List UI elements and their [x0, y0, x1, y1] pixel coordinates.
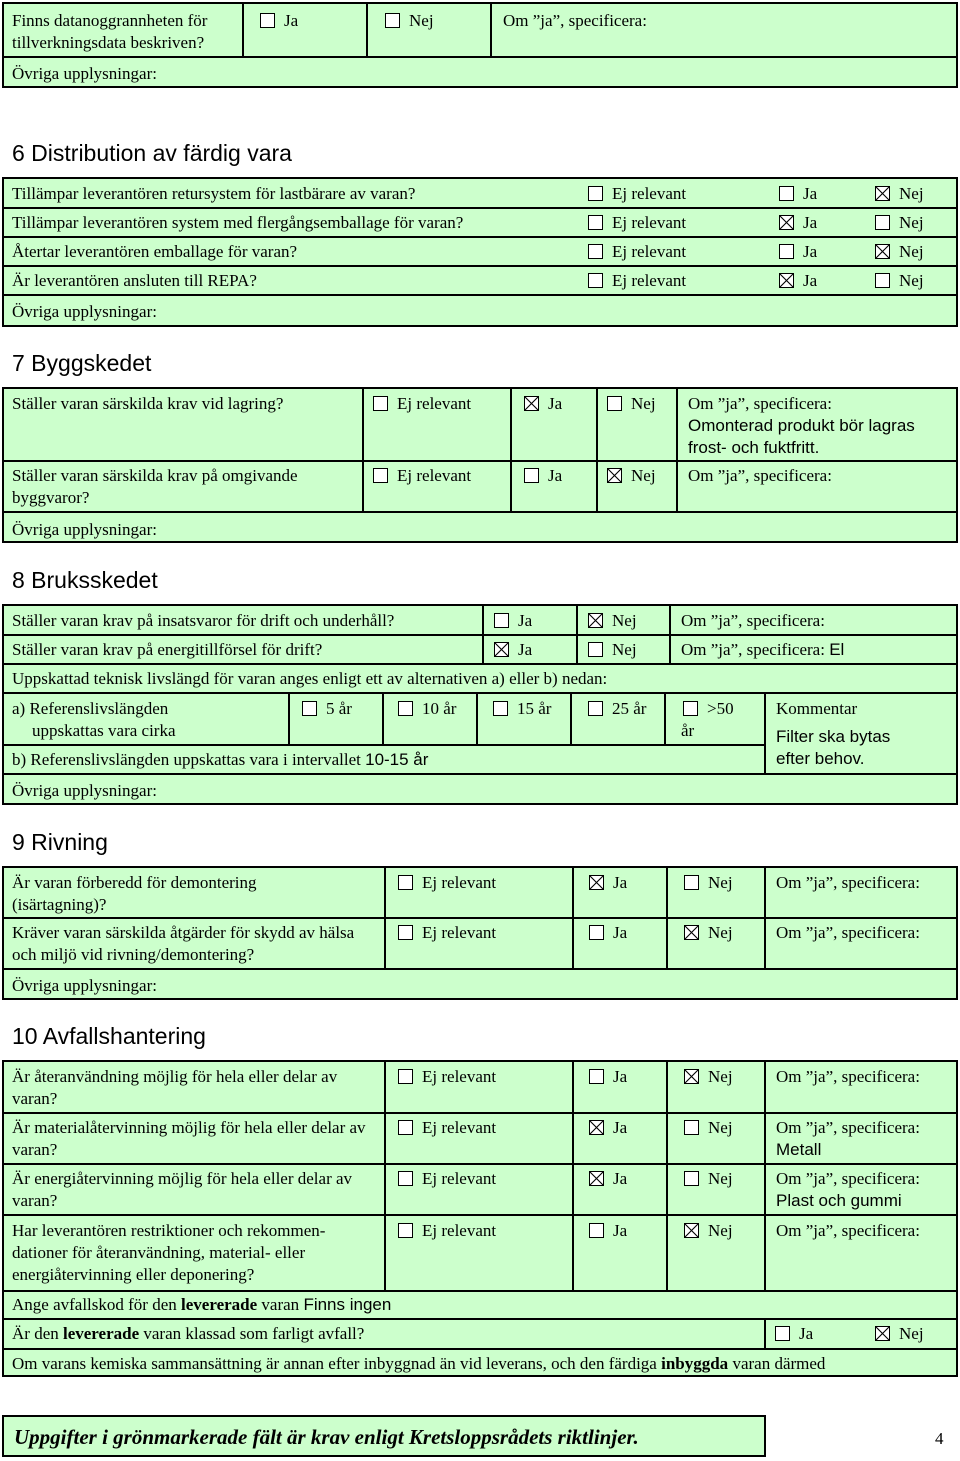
ovriga-label: Övriga upplysningar: [12, 781, 157, 800]
question-text: Ställer varan särskilda krav på omgivande byggvaror? [12, 466, 298, 507]
avfallskod-bold: levererade [181, 1295, 258, 1314]
divider [4, 917, 956, 919]
option-a-label: a) Referenslivslängden [12, 699, 169, 718]
ja-checkbox[interactable] [775, 1326, 790, 1341]
option-b-label [12, 749, 428, 771]
ej-relevant-checkbox[interactable] [398, 1069, 413, 1084]
nej-label: Nej [899, 184, 924, 203]
question-text: tillverkningsdata beskriven? [12, 33, 205, 52]
checkbox-x-icon [608, 469, 621, 482]
nej-label: Nej [612, 640, 637, 659]
ja-label: Ja [284, 11, 299, 30]
ja-checkbox[interactable] [589, 1069, 604, 1084]
checkbox-x-icon [590, 1121, 603, 1134]
nej-checkbox[interactable] [684, 1120, 699, 1135]
divider [4, 1214, 956, 1216]
question-text: Är energiåtervinning möjlig för hela eller delar av varan? [12, 1169, 353, 1210]
divider [4, 663, 956, 665]
specify-label: Om ”ja”, specificera: [503, 11, 647, 30]
ja-checkbox[interactable] [494, 613, 509, 628]
ja-checkbox[interactable] [779, 273, 794, 288]
divider [4, 1112, 956, 1114]
ja-checkbox[interactable] [779, 186, 794, 201]
checkbox-x-icon [780, 216, 793, 229]
nej-checkbox[interactable] [875, 244, 890, 259]
divider [4, 294, 956, 296]
specify-label: Om ”ja”, specificera: [776, 1221, 920, 1240]
ja-label: Ja [803, 184, 818, 203]
lifespan-50-label: år [681, 721, 695, 740]
lifespan-25-label: 25 år [612, 699, 647, 718]
ja-label: Ja [548, 394, 563, 413]
farligt-bold: levererade [62, 1324, 140, 1343]
ja-checkbox[interactable] [494, 642, 509, 657]
checkbox-x-icon [876, 187, 889, 200]
nej-label: Nej [708, 923, 733, 942]
checkbox-x-icon [495, 643, 508, 656]
divider [4, 265, 956, 267]
ej-relevant-label: Ej relevant [422, 1221, 497, 1240]
question-text: Ställer varan krav på energitillförsel för drift? [12, 640, 323, 659]
farligt-avfall-row [12, 1323, 364, 1345]
farligt-text: varan klassad som farligt avfall? [139, 1324, 365, 1343]
ja-label: Ja [799, 1324, 814, 1343]
question-text: Tillämpar leverantören retursystem för lastbärare av varan? [12, 184, 416, 203]
checkbox-x-icon [685, 926, 698, 939]
ej-relevant-checkbox[interactable] [373, 468, 388, 483]
section-heading: 10 Avfallshantering [12, 1023, 206, 1049]
lifespan-50-label: >50 [707, 699, 734, 718]
specify-answer[interactable]: Metall [776, 1140, 822, 1159]
nej-label: Nej [708, 1221, 733, 1240]
question-text: Finns datanoggrannheten för [12, 11, 208, 30]
nej-checkbox[interactable] [875, 186, 890, 201]
section-heading: 9 Rivning [12, 829, 108, 855]
question-text: Är varan förberedd för demontering (isärtagning)? [12, 873, 257, 914]
section-heading: 7 Byggskedet [12, 350, 152, 376]
nej-label: Nej [899, 242, 924, 261]
checkbox-x-icon [876, 245, 889, 258]
ja-checkbox[interactable] [589, 925, 604, 940]
question-text: Tillämpar leverantören system med flergångsemballage för varan? [12, 213, 464, 232]
specify-label: Om ”ja”, specificera: [776, 1067, 920, 1086]
checkbox-x-icon [876, 1327, 889, 1340]
lifespan-10-checkbox[interactable] [398, 701, 413, 716]
lifespan-10-label: 10 år [422, 699, 457, 718]
nej-checkbox[interactable] [588, 642, 603, 657]
question-text: Kräver varan särskilda åtgärder för skydd av hälsa och miljö vid rivning/demontering? [12, 923, 355, 964]
avfallskod-row [12, 1294, 391, 1316]
ja-label: Ja [548, 466, 563, 485]
section-heading: 8 Bruksskedet [12, 567, 158, 593]
ja-label: Ja [613, 1118, 628, 1137]
kemisk-text: varan därmed [728, 1354, 826, 1373]
ja-label: Ja [613, 873, 628, 892]
specify-label: Om ”ja”, specificera: [688, 394, 832, 413]
specify-label [681, 639, 844, 661]
question-text: Är leverantören ansluten till REPA? [12, 271, 257, 290]
ja-checkbox[interactable] [589, 875, 604, 890]
divider [4, 460, 956, 462]
ej-relevant-label: Ej relevant [397, 466, 472, 485]
ja-checkbox[interactable] [589, 1120, 604, 1135]
option-a-label: uppskattas vara cirka [32, 721, 176, 740]
divider [4, 1348, 956, 1350]
ja-checkbox[interactable] [260, 13, 275, 28]
ej-relevant-checkbox[interactable] [398, 925, 413, 940]
ja-checkbox[interactable] [779, 244, 794, 259]
specify-answer[interactable]: Omonterad produkt bör lagras frost- och fuktfritt. [688, 416, 915, 457]
nej-label: Nej [631, 466, 656, 485]
ovriga-label: Övriga upplysningar: [12, 520, 157, 539]
nej-checkbox[interactable] [588, 613, 603, 628]
nej-checkbox[interactable] [684, 875, 699, 890]
avfallskod-text: Ange avfallskod för den [12, 1295, 182, 1314]
specify-answer[interactable]: El [829, 640, 845, 659]
ej-relevant-checkbox[interactable] [588, 186, 603, 201]
ja-label: Ja [613, 1067, 628, 1086]
nej-checkbox[interactable] [607, 396, 622, 411]
ej-relevant-checkbox[interactable] [398, 1120, 413, 1135]
ja-label: Ja [518, 611, 533, 630]
specify-label: Om ”ja”, specificera: [776, 873, 920, 892]
nej-checkbox[interactable] [684, 1069, 699, 1084]
lifespan-25-checkbox[interactable] [588, 701, 603, 716]
ej-relevant-label: Ej relevant [422, 1067, 497, 1086]
avfallskod-text: varan [257, 1295, 304, 1314]
question-text: Är återanvändning möjlig för hela eller delar av varan? [12, 1067, 338, 1108]
nej-checkbox[interactable] [684, 1171, 699, 1186]
ej-relevant-checkbox[interactable] [398, 1223, 413, 1238]
option-b-text: b) Referenslivslängden uppskattas vara i intervallet [12, 750, 366, 769]
nej-label: Nej [708, 1067, 733, 1086]
ja-label: Ja [613, 923, 628, 942]
kommentar-text[interactable]: Filter ska bytas efter behov. [776, 727, 891, 768]
ej-relevant-label: Ej relevant [422, 1169, 497, 1188]
nej-checkbox[interactable] [385, 13, 400, 28]
ej-relevant-checkbox[interactable] [373, 396, 388, 411]
ovriga-label: Övriga upplysningar: [12, 976, 157, 995]
nej-label: Nej [899, 271, 924, 290]
ej-relevant-label: Ej relevant [612, 213, 687, 232]
section-heading: 6 Distribution av färdig vara [12, 140, 292, 166]
lifespan-50-checkbox[interactable] [683, 701, 698, 716]
nej-checkbox[interactable] [684, 925, 699, 940]
ja-label: Ja [613, 1221, 628, 1240]
nej-label: Nej [899, 213, 924, 232]
nej-label: Nej [612, 611, 637, 630]
ja-label: Ja [803, 271, 818, 290]
ja-checkbox[interactable] [589, 1223, 604, 1238]
divider [4, 744, 766, 746]
ja-checkbox[interactable] [589, 1171, 604, 1186]
ej-relevant-label: Ej relevant [422, 923, 497, 942]
specify-label: Om ”ja”, specificera: [776, 1118, 920, 1137]
ej-relevant-label: Ej relevant [397, 394, 472, 413]
nej-label: Nej [708, 873, 733, 892]
nej-checkbox[interactable] [875, 1326, 890, 1341]
checkbox-x-icon [525, 397, 538, 410]
checkbox-x-icon [590, 876, 603, 889]
farligt-text: Är den [12, 1324, 63, 1343]
question-text: Har leverantören restriktioner och rekommen-dationer för återanvändning, material- eller energiåtervinning eller deponering? [12, 1221, 326, 1284]
question-text: Är materialåtervinning möjlig för hela eller delar av varan? [12, 1118, 366, 1159]
specify-label: Om ”ja”, specificera: [776, 923, 920, 942]
ej-relevant-checkbox[interactable] [588, 273, 603, 288]
nej-label: Nej [708, 1169, 733, 1188]
divider [4, 634, 956, 636]
divider [4, 56, 956, 58]
ja-label: Ja [803, 213, 818, 232]
page-number: 4 [935, 1429, 944, 1448]
specify-label-text: Om ”ja”, specificera: [681, 640, 825, 659]
nej-checkbox[interactable] [607, 468, 622, 483]
divider [4, 236, 956, 238]
checkbox-x-icon [685, 1070, 698, 1083]
option-b-value[interactable]: 10-15 år [365, 750, 429, 769]
specify-label: Om ”ja”, specificera: [688, 466, 832, 485]
nej-checkbox[interactable] [875, 215, 890, 230]
nej-label: Nej [899, 1324, 924, 1343]
specify-label: Om ”ja”, specificera: [776, 1169, 920, 1188]
ej-relevant-label: Ej relevant [422, 873, 497, 892]
specify-label: Om ”ja”, specificera: [681, 611, 825, 630]
kemisk-bold: inbyggda [661, 1354, 729, 1373]
ovriga-label: Övriga upplysningar: [12, 64, 157, 83]
ej-relevant-label: Ej relevant [612, 242, 687, 261]
kemisk-row [12, 1353, 825, 1375]
ja-checkbox[interactable] [779, 215, 794, 230]
question-text: Ställer varan särskilda krav vid lagring? [12, 394, 284, 413]
divider [4, 511, 956, 513]
divider [4, 207, 956, 209]
lifespan-5-checkbox[interactable] [302, 701, 317, 716]
lifespan-intro: Uppskattad teknisk livslängd för varan anges enligt ett av alternativen a) eller b) nedan: [12, 669, 608, 688]
question-text: Återtar leverantören emballage för varan? [12, 242, 298, 261]
ej-relevant-checkbox[interactable] [398, 875, 413, 890]
kommentar-label: Kommentar [776, 699, 858, 718]
lifespan-15-checkbox[interactable] [493, 701, 508, 716]
nej-label: Nej [631, 394, 656, 413]
checkbox-x-icon [685, 1224, 698, 1237]
nej-checkbox[interactable] [684, 1223, 699, 1238]
ja-label: Ja [613, 1169, 628, 1188]
ja-label: Ja [518, 640, 533, 659]
ja-label: Ja [803, 242, 818, 261]
lifespan-15-label: 15 år [517, 699, 552, 718]
checkbox-x-icon [780, 274, 793, 287]
specify-answer[interactable]: Plast och gummi [776, 1191, 902, 1210]
question-text: Ställer varan krav på insatsvaror för drift och underhåll? [12, 611, 395, 630]
divider [4, 773, 956, 775]
ej-relevant-label: Ej relevant [422, 1118, 497, 1137]
ej-relevant-label: Ej relevant [612, 184, 687, 203]
ej-relevant-label: Ej relevant [612, 271, 687, 290]
checkbox-x-icon [590, 1172, 603, 1185]
footer-note: Uppgifter i grönmarkerade fält är krav enligt Kretsloppsrådets riktlinjer. [14, 1425, 639, 1449]
checkbox-x-icon [589, 614, 602, 627]
kemisk-text: Om varans kemiska sammansättning är annan efter inbyggnad än vid leverans, och den färdiga [12, 1354, 662, 1373]
ja-checkbox[interactable] [524, 468, 539, 483]
ej-relevant-checkbox[interactable] [588, 244, 603, 259]
ej-relevant-checkbox[interactable] [588, 215, 603, 230]
divider [4, 1290, 956, 1292]
nej-label: Nej [409, 11, 434, 30]
ovriga-label: Övriga upplysningar: [12, 302, 157, 321]
nej-label: Nej [708, 1118, 733, 1137]
ej-relevant-checkbox[interactable] [398, 1171, 413, 1186]
ja-checkbox[interactable] [524, 396, 539, 411]
divider [4, 1163, 956, 1165]
avfallskod-value[interactable]: Finns ingen [303, 1295, 392, 1314]
nej-checkbox[interactable] [875, 273, 890, 288]
divider [4, 968, 956, 970]
lifespan-5-label: 5 år [326, 699, 352, 718]
